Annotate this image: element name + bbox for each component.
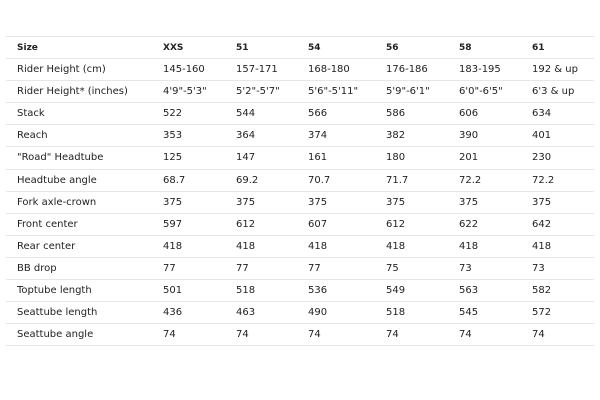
- table-cell: 401: [532, 130, 552, 142]
- table-row-reach: [6, 125, 594, 147]
- table-cell: 68.7: [163, 174, 186, 186]
- table-cell: 168-180: [308, 64, 350, 76]
- table-cell: 4'9"-5'3": [163, 86, 207, 98]
- table-cell: 5'9"-6'1": [386, 86, 430, 98]
- table-cell: 572: [532, 307, 552, 319]
- table-row-headtube-angle: [6, 170, 594, 192]
- table-cell: 536: [308, 285, 328, 297]
- table-cell: 418: [163, 240, 183, 252]
- table-cell: 612: [236, 218, 256, 230]
- table-cell: 390: [459, 130, 479, 142]
- row-label: Stack: [17, 108, 45, 120]
- table-cell: 74: [459, 329, 472, 341]
- table-cell: 125: [163, 152, 183, 164]
- table-cell: 375: [308, 196, 328, 208]
- table-cell: 374: [308, 130, 328, 142]
- table-cell: 77: [163, 262, 176, 274]
- table-cell: 382: [386, 130, 406, 142]
- table-cell: 612: [386, 218, 406, 230]
- table-cell: 176-186: [386, 64, 428, 76]
- table-header-row: [6, 37, 594, 59]
- table-cell: 501: [163, 285, 183, 297]
- table-cell: 69.2: [236, 174, 259, 186]
- table-cell: 518: [386, 307, 406, 319]
- geometry-table: [6, 36, 594, 346]
- header-54: 54: [308, 43, 321, 53]
- table-cell: 436: [163, 307, 183, 319]
- table-cell: 518: [236, 285, 256, 297]
- table-cell: 73: [459, 262, 472, 274]
- table-cell: 622: [459, 218, 479, 230]
- header-61: 61: [532, 43, 545, 53]
- table-row-fork-axle-crown: [6, 192, 594, 214]
- row-label: Fork axle-crown: [17, 196, 97, 208]
- table-cell: 364: [236, 130, 256, 142]
- table-row-rider-height-cm: [6, 59, 594, 81]
- table-row-road-headtube: [6, 147, 594, 169]
- table-cell: 73: [532, 262, 545, 274]
- row-label: Seattube length: [17, 307, 98, 319]
- table-cell: 145-160: [163, 64, 205, 76]
- table-cell: 418: [386, 240, 406, 252]
- table-cell: 180: [386, 152, 406, 164]
- table-cell: 74: [163, 329, 176, 341]
- table-cell: 183-195: [459, 64, 501, 76]
- table-cell: 586: [386, 108, 406, 120]
- table-cell: 74: [236, 329, 249, 341]
- table-cell: 70.7: [308, 174, 331, 186]
- table-cell: 5'6"-5'11": [308, 86, 359, 98]
- table-cell: 6'0"-6'5": [459, 86, 503, 98]
- table-row-seattube-length: [6, 302, 594, 324]
- row-label: Rider Height (cm): [17, 64, 106, 76]
- header-58: 58: [459, 43, 472, 53]
- table-cell: 157-171: [236, 64, 278, 76]
- table-cell: 544: [236, 108, 256, 120]
- table-cell: 463: [236, 307, 256, 319]
- table-cell: 634: [532, 108, 552, 120]
- table-cell: 5'2"-5'7": [236, 86, 280, 98]
- table-cell: 353: [163, 130, 183, 142]
- table-cell: 375: [386, 196, 406, 208]
- row-label: Reach: [17, 130, 48, 142]
- table-cell: 375: [459, 196, 479, 208]
- row-label: Toptube length: [17, 285, 92, 297]
- table-cell: 490: [308, 307, 328, 319]
- table-cell: 545: [459, 307, 479, 319]
- table-cell: 566: [308, 108, 328, 120]
- table-row-toptube-length: [6, 280, 594, 302]
- table-row-front-center: [6, 214, 594, 236]
- table-cell: 606: [459, 108, 479, 120]
- table-cell: 161: [308, 152, 328, 164]
- table-cell: 582: [532, 285, 552, 297]
- table-cell: 418: [532, 240, 552, 252]
- table-cell: 418: [236, 240, 256, 252]
- table-row-rider-height-inches: [6, 81, 594, 103]
- table-cell: 72.2: [459, 174, 482, 186]
- table-cell: 607: [308, 218, 328, 230]
- row-label: Rear center: [17, 240, 76, 252]
- table-cell: 72.2: [532, 174, 555, 186]
- table-cell: 375: [163, 196, 183, 208]
- table-cell: 77: [236, 262, 249, 274]
- header-56: 56: [386, 43, 399, 53]
- table-cell: 77: [308, 262, 321, 274]
- table-cell: 522: [163, 108, 183, 120]
- header-xxs: XXS: [163, 43, 184, 53]
- table-cell: 147: [236, 152, 256, 164]
- row-label: Rider Height* (inches): [17, 86, 128, 98]
- table-row-seattube-angle: [6, 324, 594, 346]
- table-cell: 71.7: [386, 174, 409, 186]
- table-cell: 74: [386, 329, 399, 341]
- table-cell: 75: [386, 262, 399, 274]
- table-row-bb-drop: [6, 258, 594, 280]
- table-cell: 192 & up: [532, 64, 578, 76]
- row-label: Seattube angle: [17, 329, 94, 341]
- header-size: Size: [17, 43, 38, 53]
- row-label: Headtube angle: [17, 174, 97, 186]
- table-cell: 418: [459, 240, 479, 252]
- table-cell: 642: [532, 218, 552, 230]
- header-51: 51: [236, 43, 249, 53]
- table-row-rear-center: [6, 236, 594, 258]
- table-cell: 375: [532, 196, 552, 208]
- table-cell: 597: [163, 218, 183, 230]
- table-cell: 201: [459, 152, 479, 164]
- table-cell: 6'3 & up: [532, 86, 575, 98]
- table-cell: 563: [459, 285, 479, 297]
- table-cell: 230: [532, 152, 552, 164]
- row-label: Front center: [17, 218, 78, 230]
- table-row-stack: [6, 103, 594, 125]
- table-cell: 375: [236, 196, 256, 208]
- row-label: BB drop: [17, 262, 57, 274]
- table-cell: 74: [532, 329, 545, 341]
- table-cell: 549: [386, 285, 406, 297]
- table-cell: 418: [308, 240, 328, 252]
- row-label: "Road" Headtube: [17, 152, 104, 164]
- table-cell: 74: [308, 329, 321, 341]
